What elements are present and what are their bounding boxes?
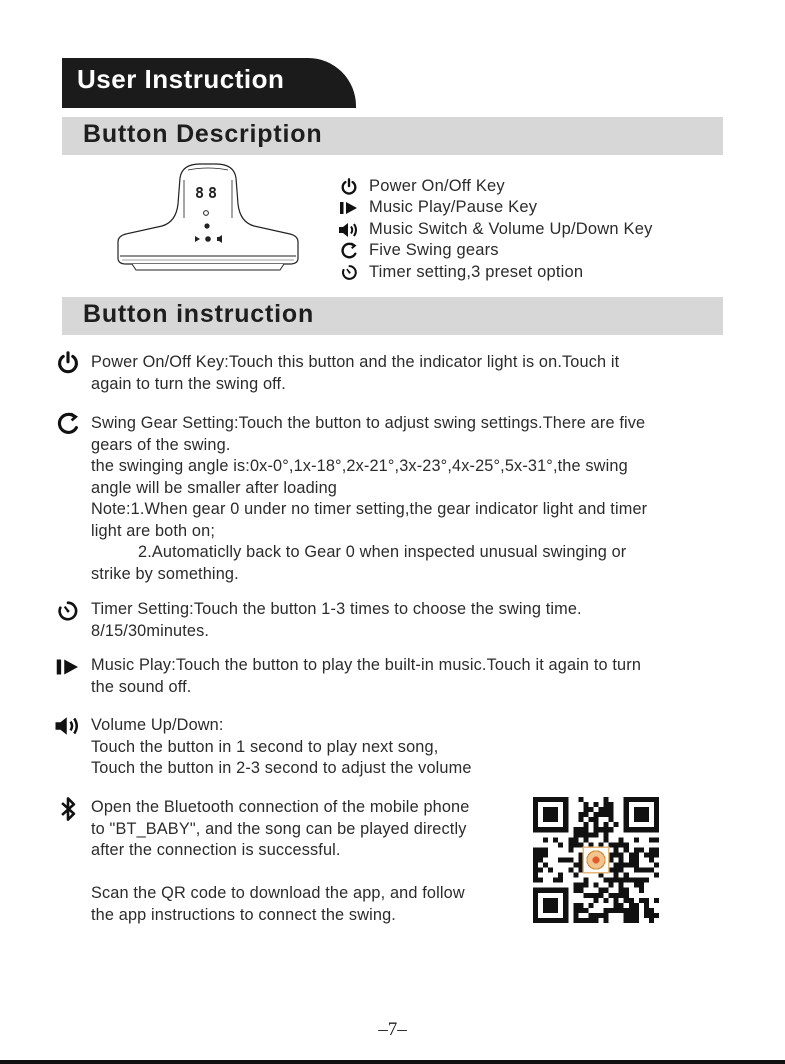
legend-label: Music Switch & Volume Up/Down Key — [369, 220, 653, 238]
instruction-line: light are both on; — [91, 521, 215, 540]
instruction-line: Volume Up/Down: — [91, 716, 224, 734]
instruction-line: after the connection is successful. — [91, 841, 341, 859]
section-title: Button Description — [83, 120, 323, 148]
volume-instruction — [91, 715, 731, 780]
instruction-line: the sound off. — [91, 677, 192, 696]
legend-label: Music Play/Pause Key — [369, 198, 538, 216]
swing-gear-icon — [338, 240, 360, 261]
legend-item-volume — [338, 219, 653, 240]
instruction-line: the app instructions to connect the swing. — [91, 905, 396, 924]
timer-icon — [54, 598, 82, 624]
display-digits: 88 — [194, 184, 222, 202]
legend-item-play-pause — [338, 197, 537, 218]
instruction-line: Timer Setting:Touch the button 1-3 times to choose the swing time. — [91, 600, 582, 618]
legend-label: Power On/Off Key — [369, 177, 505, 195]
play-pause-icon — [338, 197, 360, 218]
legend-item-power — [338, 176, 505, 197]
power-icon — [54, 350, 82, 376]
volume-icon — [54, 713, 82, 739]
instruction-line: again to turn the swing off. — [91, 374, 286, 393]
instruction-line: strike by something. — [91, 564, 239, 583]
title-tab — [62, 58, 356, 108]
instruction-line: Music Play:Touch the button to play the built-in music.Touch it again to turn — [91, 656, 642, 674]
timer-icon — [338, 262, 360, 283]
bottom-rule — [0, 1060, 785, 1064]
instruction-line — [91, 862, 521, 884]
legend-item-swing-gears — [338, 240, 499, 261]
instruction-line: angle will be smaller after loading — [91, 478, 337, 497]
power-instruction — [91, 352, 731, 395]
play-pause-icon — [54, 654, 82, 680]
instruction-line: gears of the swing. — [91, 435, 231, 454]
instruction-line: Touch the button in 2-3 second to adjust the volume — [91, 759, 472, 777]
volume-icon — [338, 219, 360, 240]
instruction-line: 2.Automaticlly back to Gear 0 when inspected unusual swinging or — [138, 543, 627, 561]
instruction-line: to "BT_BABY", and the song can be played directly — [91, 819, 467, 838]
instruction-line: Note:1.When gear 0 under no timer setting,the gear indicator light and timer — [91, 500, 648, 518]
device-illustration — [110, 160, 306, 276]
section-header-instruction — [62, 297, 723, 335]
instruction-line: Swing Gear Setting:Touch the button to adjust swing settings.There are five — [91, 414, 646, 432]
swing-gear-icon — [54, 411, 82, 437]
section-title: Button instruction — [83, 300, 315, 328]
instruction-line: Touch the button in 1 second to play next song, — [91, 737, 439, 756]
instruction-line: the swinging angle is:0x-0°,1x-18°,2x-21°,3x-23°,4x-25°,5x-31°,the swing — [91, 457, 628, 475]
instruction-line: 8/15/30minutes. — [91, 621, 210, 640]
legend-item-timer — [338, 262, 583, 283]
qr-code[interactable] — [533, 797, 659, 923]
section-header-description — [62, 117, 723, 155]
legend-label: Five Swing gears — [369, 241, 499, 259]
bluetooth-icon — [54, 796, 82, 822]
swing-instruction — [91, 413, 731, 585]
legend-label: Timer setting,3 preset option — [369, 263, 584, 281]
power-icon — [338, 176, 360, 197]
page-number: –7– — [378, 1019, 407, 1040]
page-title: User Instruction — [77, 64, 285, 94]
instruction-line: Open the Bluetooth connection of the mobile phone — [91, 798, 470, 816]
bluetooth-instruction — [91, 797, 521, 926]
instruction-line: Power On/Off Key:Touch this button and the indicator light is on.Touch it — [91, 353, 620, 371]
instruction-line: Scan the QR code to download the app, and follow — [91, 884, 465, 902]
music-instruction — [91, 655, 731, 698]
timer-instruction — [91, 599, 731, 642]
